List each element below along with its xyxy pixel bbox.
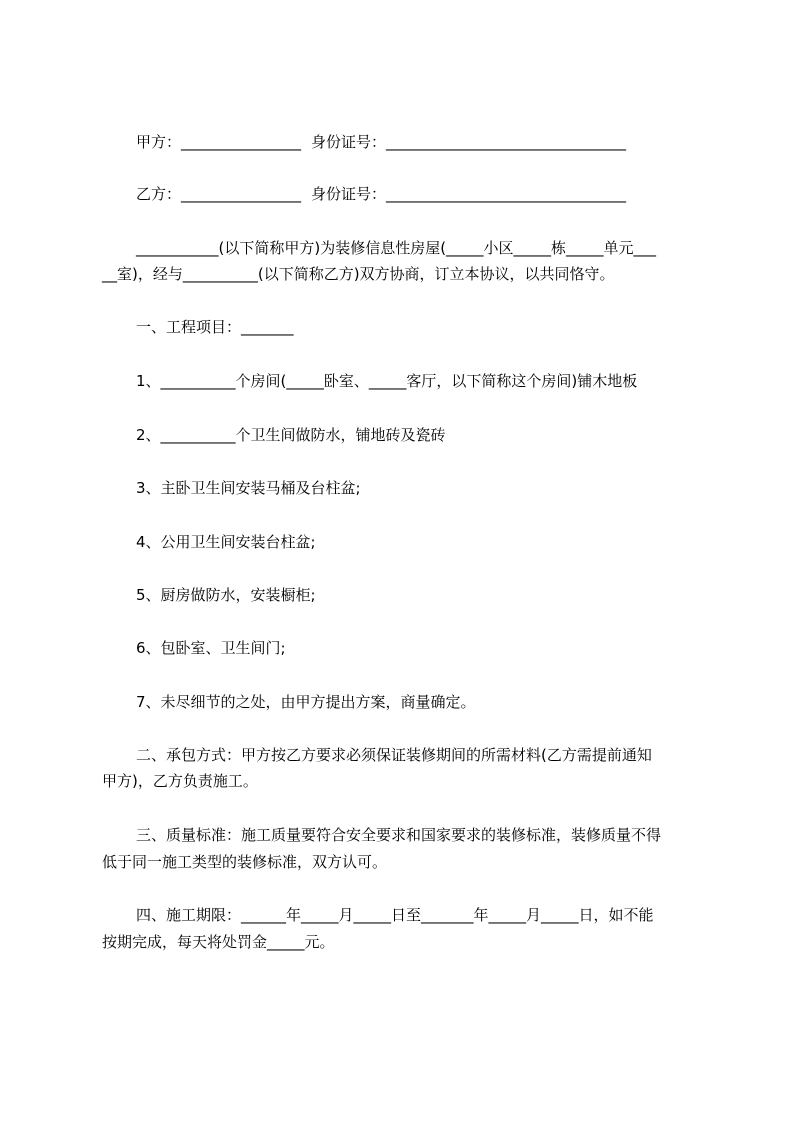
intro-line-2: __室)，经与__________(以下简称乙方)双方协商，订立本协议，以共同恪守。 xyxy=(102,265,615,283)
section-4-line-1: 四、施工期限：______年_____月_____日至_______年_____月_____日，如不能 xyxy=(136,906,654,924)
section-1-item: 4、公用卫生间安装台柱盆; xyxy=(136,533,316,551)
party-b-id-blank: ________________________________ xyxy=(386,185,627,203)
section-1-item: 3、主卧卫生间安装马桶及台柱盆; xyxy=(136,479,361,497)
section-1-title: 一、工程项目：_______ xyxy=(136,318,294,336)
section-4-line-2: 按期完成，每天将处罚金_____元。 xyxy=(102,933,335,951)
intro-line-1: ___________(以下简称甲方)为装修信息性房屋(_____小区_____栋_____单元___ xyxy=(136,239,657,257)
party-a-id-blank: ________________________________ xyxy=(386,133,627,151)
party-b-line xyxy=(136,184,626,204)
party-b-id-label: 身份证号： xyxy=(311,185,387,203)
section-3-line-2: 低于同一施工类型的装修标准，双方认可。 xyxy=(102,853,388,871)
party-a-label: 甲方： xyxy=(136,133,182,151)
section-1-item: 1、__________个房间(_____卧室、_____客厅，以下简称这个房间)铺木地板 xyxy=(136,372,638,390)
party-b-label: 乙方： xyxy=(136,185,182,203)
section-1-item: 7、未尽细节的之处，由甲方提出方案，商量确定。 xyxy=(136,693,476,711)
party-a-id-label: 身份证号： xyxy=(311,133,387,151)
section-1-item: 2、__________个卫生间做防水，铺地砖及瓷砖 xyxy=(136,426,446,444)
section-3-line-1: 三、质量标准：施工质量要符合安全要求和国家要求的装修标准，装修质量不得 xyxy=(136,826,662,844)
section-1-item: 6、包卧室、卫生间门; xyxy=(136,639,286,657)
section-2-line-2: 甲方)，乙方负责施工。 xyxy=(102,772,258,790)
party-b-name-blank: ________________ xyxy=(181,185,302,203)
section-2-line-1: 二、承包方式：甲方按乙方要求必须保证装修期间的所需材料(乙方需提前通知 xyxy=(136,746,652,764)
party-a-name-blank: ________________ xyxy=(181,133,302,151)
section-1-item: 5、厨房做防水，安装橱柜; xyxy=(136,586,316,604)
party-a-line xyxy=(136,132,626,152)
